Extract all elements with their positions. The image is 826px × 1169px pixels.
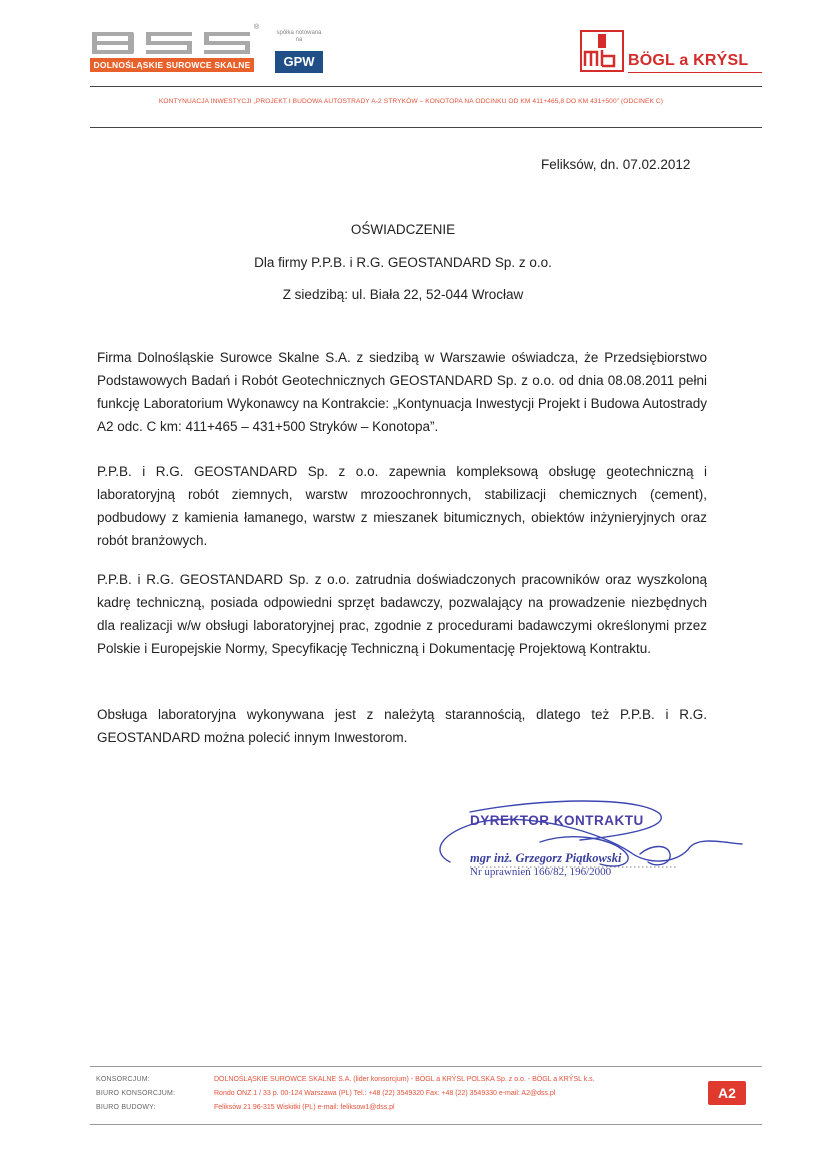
footer-divider-top (90, 1066, 762, 1067)
letter-date: Feliksów, dn. 07.02.2012 (541, 157, 691, 172)
contract-title: KONTYNUACJA INWESTYCJI „PROJEKT I BUDOWA AUTOSTRADY A-2 STRYKÓW – KONOTOPA NA ODCINKU OD KM 411+465,8 DO KM 431+500” (ODCINEK C) (158, 98, 664, 105)
gpw-caption: spółka notowana na (276, 30, 322, 43)
dss-logo-letters (90, 30, 254, 56)
footer-value-consortium: DOLNOŚLĄSKIE SUROWCE SKALNE S.A. (lider konsorcjum) - BÖGL a KRÝSL POLSKA Sp. z o.o. - BÖGL a KRÝSL k.s. (214, 1076, 595, 1083)
document-title: OŚWIADCZENIE (350, 222, 456, 237)
bogl-underline (628, 72, 762, 73)
stamp-certificate: Nr uprawnień 166/82, 196/2000 (470, 866, 612, 878)
bogl-mb-logo-icon (580, 30, 624, 72)
footer-label-site: BIURO BUDOWY: (96, 1104, 156, 1111)
footer-value-site: Feliksów 21 96-315 Wiskitki (PL) e-mail: feliksow1@dss.pl (214, 1104, 395, 1111)
recipient-line: Dla firmy P.P.B. i R.G. GEOSTANDARD Sp. z o.o. (254, 255, 552, 270)
stamp-name: mgr inż. Grzegorz Piątkowski (470, 851, 622, 865)
footer-label-office: BIURO KONSORCJUM: (96, 1090, 176, 1097)
header-divider-top (90, 86, 762, 87)
bogl-wordmark: BÖGL a KRÝSL (628, 52, 749, 69)
header-divider-bottom (90, 127, 762, 128)
a2-badge: A2 (708, 1081, 746, 1105)
paragraph-3: P.P.B. i R.G. GEOSTANDARD Sp. z o.o. zatrudnia doświadczonych pracowników oraz wyszkoloną kadrę techniczną, posiada odpowiedni sprzęt badawczy, pozwalający na prowadzenie niezbędnych dla realizacji w/w obsługi laboratoryjnej prac, zgodnie z procedurami badawczymi określonymi przez Polskie i Europejskie Normy, Specyfikację Techniczną i Dokumentację Projektową Kontraktu. (97, 572, 707, 656)
footer-label-consortium: KONSORCJUM: (96, 1076, 150, 1083)
paragraph-1: Firma Dolnośląskie Surowce Skalne S.A. z siedzibą w Warszawie oświadcza, że Przedsiębiorstwo Podstawowych Badań i Robót Geotechnicznych GEOSTANDARD Sp. z o.o. od dnia 08.08.2011 pełni funkcję Laboratorium Wykonawcy na Kontrakcie: „Kontynuacja Inwestycji Projekt i Budowa Autostrady A2 odc. C km: 411+465 – 431+500 Stryków – Konotopa”. (97, 350, 707, 434)
registered-mark: ® (254, 24, 260, 31)
footer-divider-bottom (90, 1124, 762, 1125)
footer-value-office: Rondo ONZ 1 / 33 p. 00-124 Warszawa (PL) Tel.: +48 (22) 3549320 Fax: +48 (22) 3549330 e-mail: A2@dss.pl (214, 1090, 556, 1097)
address-line: Z siedzibą: ul. Biała 22, 52-044 Wrocław (282, 287, 524, 302)
dss-tagline: DOLNOŚLĄSKIE SUROWCE SKALNE (90, 58, 254, 72)
gpw-badge: GPW (275, 51, 323, 73)
stamp-title: DYREKTOR KONTRAKTU (470, 813, 644, 828)
paragraph-4: Obsługa laboratoryjna wykonywana jest z należytą starannością, dlatego też P.P.B. i R.G. GEOSTANDARD można polecić innym Inwestorom. (97, 707, 707, 745)
paragraph-2: P.P.B. i R.G. GEOSTANDARD Sp. z o.o. zapewnia kompleksową obsługę geotechniczną i laboratoryjną robót ziemnych, warstw mrozoochronnych, stabilizacji chemicznych (cement), podbudowy z kamienia łamanego, warstw z mieszanek bitumicznych, obiektów inżynieryjnych oraz robót branżowych. (97, 464, 707, 548)
